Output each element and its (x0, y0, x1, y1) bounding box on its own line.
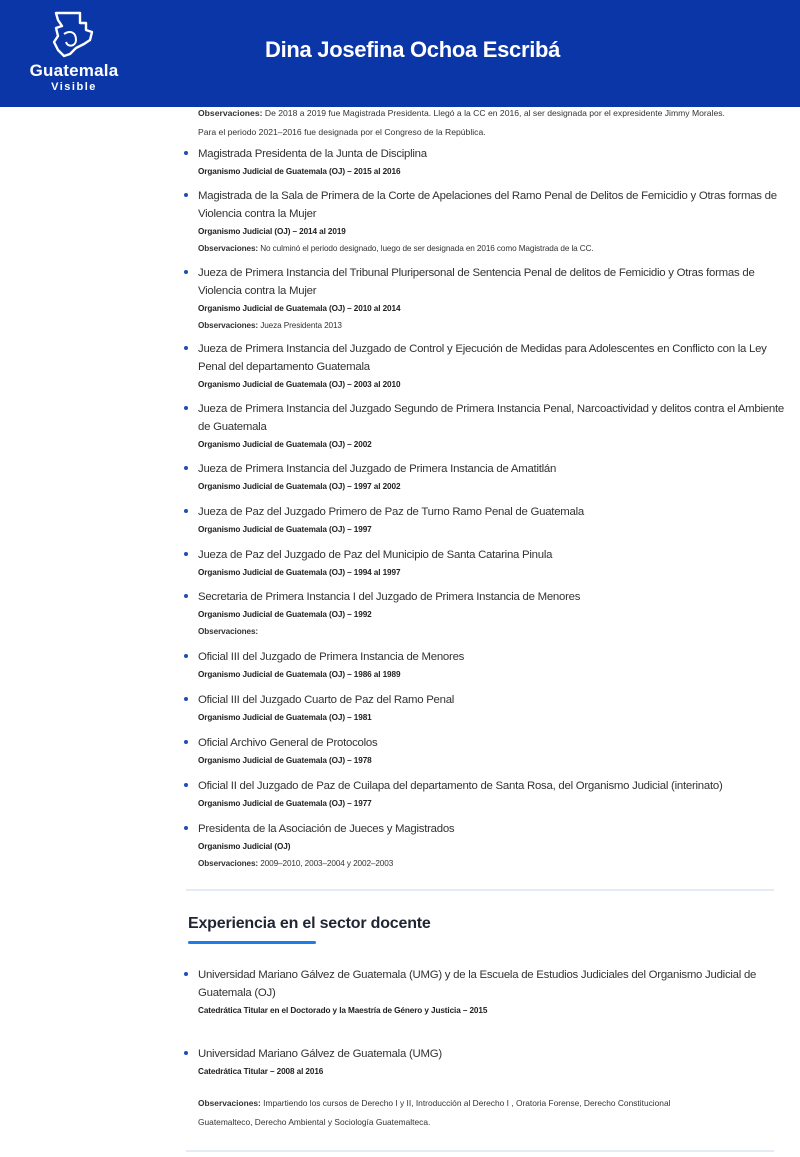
position-item (184, 340, 784, 393)
position-title: Secretaria de Primera Instancia I del Juzgado de Primera Instancia de Menores (198, 591, 581, 603)
position-organization: Organismo Judicial de Guatemala (OJ) – 1992 (198, 610, 372, 619)
position-item (184, 648, 784, 683)
position-item (184, 264, 784, 334)
position-title: Magistrada de la Sala de Primera de la Corte de Apelaciones del Ramo Penal de Delitos de Femicidio y Otras formas de Violencia contra la Mujer (198, 190, 777, 220)
position-observation (198, 855, 784, 872)
section-divider (186, 1150, 774, 1152)
site-header (0, 0, 800, 107)
bullet-icon (184, 151, 188, 155)
position-title: Oficial III del Juzgado de Primera Instancia de Menores (198, 651, 465, 663)
position-organization: Organismo Judicial de Guatemala (OJ) – 2010 al 2014 (198, 304, 401, 313)
position-organization: Organismo Judicial de Guatemala (OJ) – 1977 (198, 799, 372, 808)
position-item (184, 187, 784, 257)
observation-label: Observaciones: (198, 1098, 261, 1108)
position-item (184, 400, 784, 453)
position-title: Jueza de Paz del Juzgado de Paz del Municipio de Santa Catarina Pinula (198, 549, 553, 561)
teaching-item (184, 966, 784, 1019)
position-observation (198, 240, 784, 257)
bullet-icon (184, 552, 188, 556)
position-organization: Organismo Judicial de Guatemala (OJ) – 2015 al 2016 (198, 167, 401, 176)
bullet-icon (184, 406, 188, 410)
position-item (184, 691, 784, 726)
position-observation (198, 317, 784, 334)
bullet-icon (184, 697, 188, 701)
position-item (184, 820, 784, 872)
position-title: Oficial Archivo General de Protocolos (198, 737, 378, 749)
position-title: Jueza de Primera Instancia del Juzgado de Control y Ejecución de Medidas para Adolescentes en Conflicto con la Ley Penal del departamento Guatemala (198, 343, 767, 373)
bullet-icon (184, 466, 188, 470)
observation-label: Observaciones: (198, 108, 263, 118)
observation-text: Para el periodo 2021–2016 fue designada por el Congreso de la República. (198, 127, 486, 137)
bullet-icon (184, 346, 188, 350)
position-item (184, 503, 784, 538)
position-title: Jueza de Primera Instancia del Juzgado de Primera Instancia de Amatitlán (198, 463, 557, 475)
position-title: Oficial II del Juzgado de Paz de Cuilapa del departamento de Santa Rosa, del Organismo Judicial (interinato) (198, 780, 723, 792)
position-organization: Organismo Judicial de Guatemala (OJ) – 1981 (198, 713, 372, 722)
brand-subtitle: Visible (51, 81, 97, 93)
section-divider (186, 889, 774, 891)
brand-name: Guatemala (29, 61, 119, 80)
position-organization: Organismo Judicial de Guatemala (OJ) – 1994 al 1997 (198, 568, 401, 577)
position-organization: Organismo Judicial (OJ) – 2014 al 2019 (198, 227, 346, 236)
observation-text: Impartiendo los cursos de Derecho I y II, Introducción al Derecho I , Oratoria Forense, Derecho Constitucional (263, 1098, 671, 1108)
position-title: Jueza de Primera Instancia del Juzgado Segundo de Primera Instancia Penal, Narcoactividad y delitos contra el Ambiente de Guatemala (198, 403, 784, 433)
position-organization: Organismo Judicial (OJ) (198, 842, 291, 851)
page-title: Dina Josefina Ochoa Escribá (265, 37, 561, 62)
observation-text: De 2018 a 2019 fue Magistrada Presidenta. Llegó a la CC en 2016, al ser designada por el expresidente Jimmy Morales. (264, 108, 725, 118)
position-title: Jueza de Primera Instancia del Tribunal Pluripersonal de Sentencia Penal de delitos de Femicidio y Otras formas de Violencia contra la Mujer (198, 267, 755, 297)
teaching-section-title: Experiencia en el sector docente (188, 915, 431, 932)
position-organization: Organismo Judicial de Guatemala (OJ) – 1978 (198, 756, 372, 765)
position-item (184, 145, 784, 180)
bullet-icon (184, 654, 188, 658)
teaching-institution: Universidad Mariano Gálvez de Guatemala (UMG) y de la Escuela de Estudios Judiciales del Organismo Judicial de Guatemala (OJ) (198, 969, 757, 999)
bullet-icon (184, 193, 188, 197)
teaching-item (184, 1045, 784, 1080)
position-title: Presidenta de la Asociación de Jueces y Magistrados (198, 823, 455, 835)
teaching-observation (198, 1094, 778, 1132)
bullet-icon (184, 783, 188, 787)
position-title: Magistrada Presidenta de la Junta de Disciplina (198, 148, 427, 160)
position-item (184, 588, 784, 640)
bullet-icon (184, 740, 188, 744)
position-title: Oficial III del Juzgado Cuarto de Paz del Ramo Penal (198, 694, 455, 706)
position-organization: Organismo Judicial de Guatemala (OJ) – 1997 al 2002 (198, 482, 401, 491)
observation-text: 2009–2010, 2003–2004 y 2002–2003 (260, 859, 394, 868)
bullet-icon (184, 509, 188, 513)
observation-text: Jueza Presidenta 2013 (260, 321, 342, 330)
observation-label: Observaciones: (198, 627, 259, 636)
bullet-icon (184, 972, 188, 976)
position-item (184, 546, 784, 581)
position-item (184, 734, 784, 769)
guatemala-visible-logo[interactable] (18, 8, 130, 100)
bullet-icon (184, 270, 188, 274)
position-organization: Organismo Judicial de Guatemala (OJ) – 2002 (198, 440, 372, 449)
position-item (184, 777, 784, 812)
bullet-icon (184, 594, 188, 598)
observation-label: Observaciones: (198, 321, 259, 330)
guatemala-map-icon (46, 10, 102, 60)
observation-text: Guatemalteco, Derecho Ambiental y Sociología Guatemalteca. (198, 1117, 431, 1127)
position-title: Jueza de Paz del Juzgado Primero de Paz de Turno Ramo Penal de Guatemala (198, 506, 584, 518)
teaching-institution: Universidad Mariano Gálvez de Guatemala (UMG) (198, 1048, 442, 1060)
observation-label: Observaciones: (198, 859, 259, 868)
position-observation (198, 623, 784, 640)
position-organization: Organismo Judicial de Guatemala (OJ) – 1997 (198, 525, 372, 534)
section-title-underline (188, 941, 316, 944)
bullet-icon (184, 826, 188, 830)
observation-text: No culminó el periodo designado, luego de ser designada en 2016 como Magistrada de la CC. (260, 244, 594, 253)
position-organization: Organismo Judicial de Guatemala (OJ) – 1986 al 1989 (198, 670, 401, 679)
observation-label: Observaciones: (198, 244, 259, 253)
bullet-icon (184, 1051, 188, 1055)
top-observation (198, 104, 788, 142)
teaching-role: Catedrática Titular en el Doctorado y la Maestría de Género y Justicia – 2015 (198, 1006, 488, 1015)
teaching-role: Catedrática Titular – 2008 al 2016 (198, 1067, 324, 1076)
position-item (184, 460, 784, 495)
position-organization: Organismo Judicial de Guatemala (OJ) – 2003 al 2010 (198, 380, 401, 389)
